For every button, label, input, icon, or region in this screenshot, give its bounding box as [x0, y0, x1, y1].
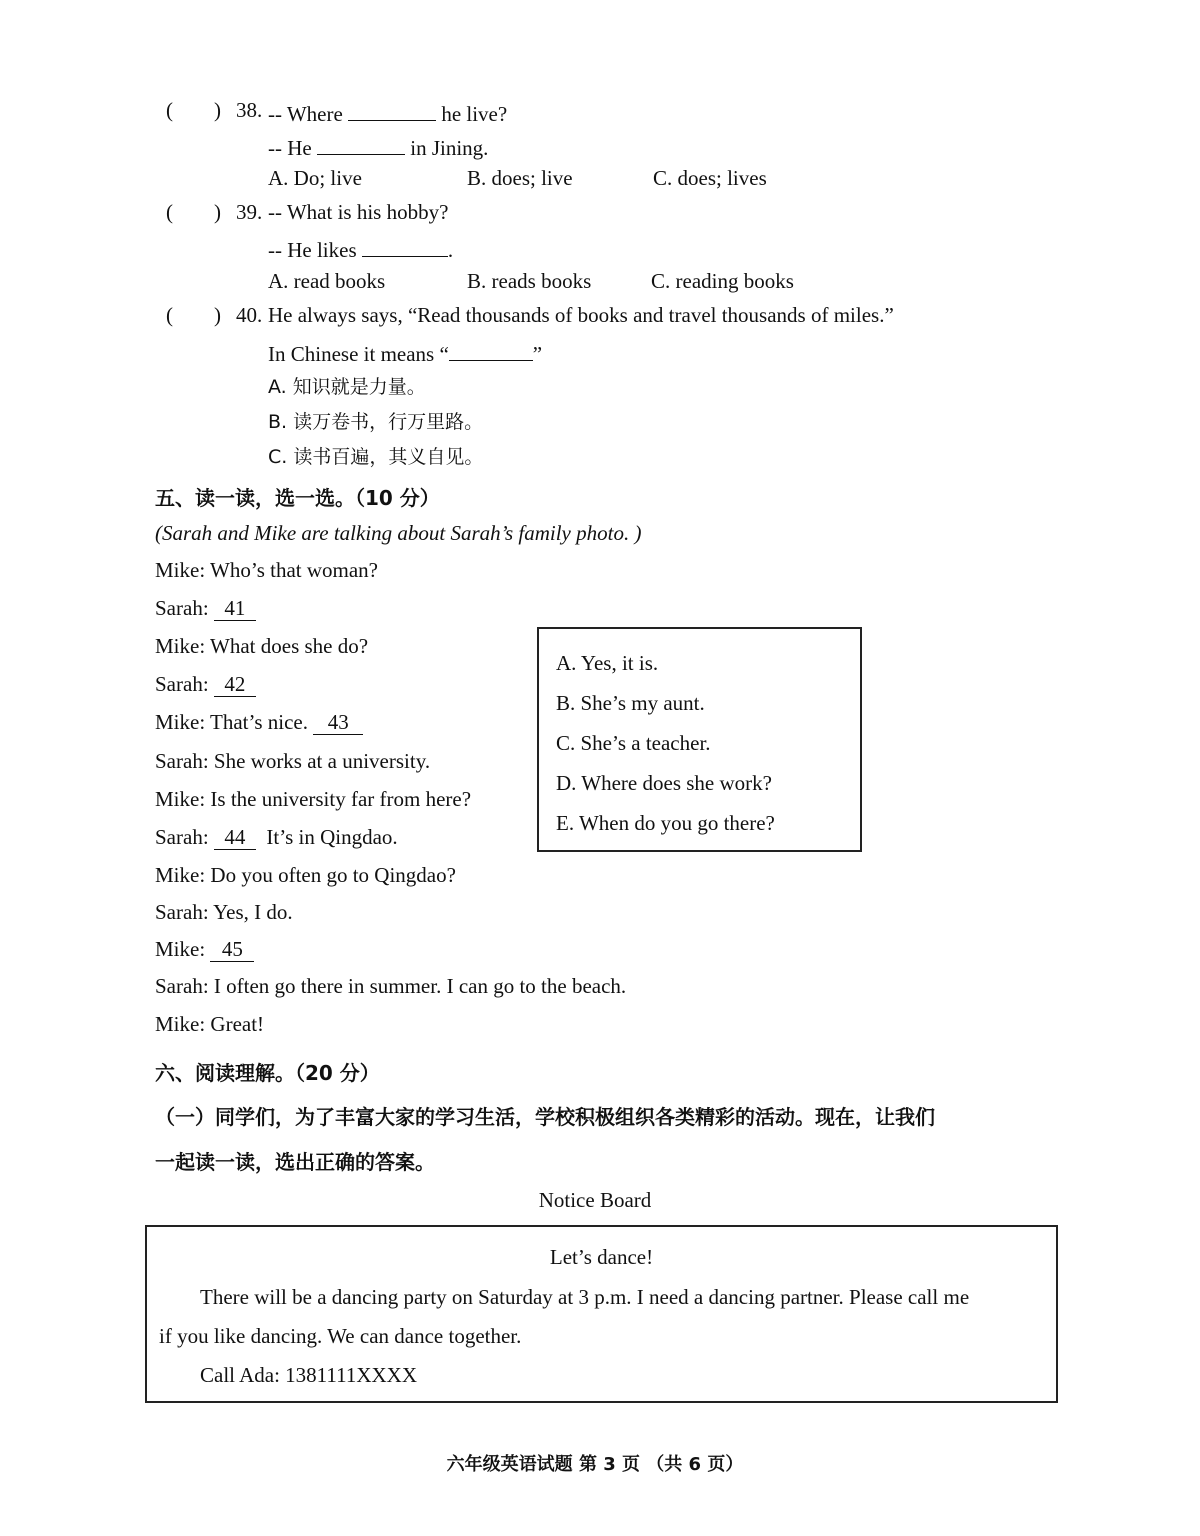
choice-c: C. She’s a teacher. [556, 731, 711, 755]
section-intro: 一起读一读，选出正确的答案。 [155, 1150, 435, 1174]
dialogue-line: Mike: Great! [155, 1012, 265, 1036]
notice-contact: Call Ada: 1381111XXXX [200, 1363, 417, 1387]
section-heading: 五、读一读，选一选。（10 分） [155, 486, 440, 510]
choice-a: A. Yes, it is. [556, 651, 659, 675]
dialogue-line: Mike: Who’s that woman? [155, 558, 378, 582]
question-line: -- He likes . [268, 234, 453, 263]
dialogue-line: Sarah: 41 [155, 596, 256, 621]
option-a: A. 知识就是力量。 [268, 376, 426, 398]
dialogue-blank: 43 [313, 711, 363, 735]
dialogue-blank: 45 [210, 938, 254, 962]
answer-blank [362, 234, 448, 257]
notice-body: There will be a dancing party on Saturday at 3 p.m. I need a dancing partner. Please call me [200, 1285, 970, 1309]
question-line: -- Where he live? [268, 98, 507, 127]
section-heading: 六、阅读理解。（20 分） [155, 1061, 380, 1085]
question-number: 38. [236, 98, 263, 122]
dialogue-line: Mike: That’s nice. 43 [155, 710, 363, 735]
answer-paren-close: ) [214, 200, 221, 224]
dialogue-line: Mike: Do you often go to Qingdao? [155, 863, 456, 887]
option-a: A. Do; live [268, 166, 362, 190]
answer-paren-close: ) [214, 98, 221, 122]
page-footer: 六年级英语试题 第 3 页 （共 6 页） [446, 1454, 744, 1475]
dialogue-blank: 41 [214, 597, 256, 621]
dialogue-line: Mike: What does she do? [155, 634, 369, 658]
choice-d: D. Where does she work? [556, 771, 772, 795]
question-number: 39. [236, 200, 263, 224]
dialogue-line: Mike: 45 [155, 937, 254, 962]
option-b: B. does; live [467, 166, 573, 190]
question-line: -- What is his hobby? [268, 200, 449, 224]
answer-blank [449, 338, 533, 361]
notice-heading: Let’s dance! [549, 1245, 654, 1269]
question-line: -- He in Jining. [268, 132, 488, 161]
choices-box [537, 627, 862, 852]
answer-blank [348, 98, 436, 121]
answer-paren-open: ( [166, 303, 173, 327]
option-c: C. 读书百遍，其义自见。 [268, 446, 484, 468]
answer-blank [317, 132, 405, 155]
answer-paren-open: ( [166, 98, 173, 122]
dialogue-blank: 42 [214, 673, 256, 697]
notice-box [145, 1225, 1058, 1403]
section-intro: （一）同学们，为了丰富大家的学习生活，学校积极组织各类精彩的活动。现在，让我们 [155, 1105, 935, 1129]
question-number: 40. [236, 303, 263, 327]
option-b: B. reads books [467, 269, 592, 293]
option-a: A. read books [268, 269, 386, 293]
section-intro: (Sarah and Mike are talking about Sarah’s family photo. ) [155, 521, 642, 545]
option-c: C. reading books [651, 269, 794, 293]
choice-b: B. She’s my aunt. [556, 691, 705, 715]
option-b: B. 读万卷书，行万里路。 [268, 411, 484, 433]
choice-e: E. When do you go there? [556, 811, 775, 835]
answer-paren-close: ) [214, 303, 221, 327]
dialogue-line: Sarah: Yes, I do. [155, 900, 293, 924]
option-c: C. does; lives [653, 166, 767, 190]
notice-board-title: Notice Board [538, 1188, 652, 1212]
notice-body: if you like dancing. We can dance together. [159, 1324, 522, 1348]
answer-paren-open: ( [166, 200, 173, 224]
dialogue-line: Sarah: I often go there in summer. I can go to the beach. [155, 974, 627, 998]
question-line: In Chinese it means “ ” [268, 338, 542, 367]
dialogue-line: Sarah: 42 [155, 672, 256, 697]
dialogue-line: Sarah: She works at a university. [155, 749, 431, 773]
dialogue-blank: 44 [214, 826, 256, 850]
dialogue-line: Sarah: 44 It’s in Qingdao. [155, 825, 398, 849]
question-line: He always says, “Read thousands of books and travel thousands of miles.” [268, 303, 894, 327]
dialogue-line: Mike: Is the university far from here? [155, 787, 472, 811]
